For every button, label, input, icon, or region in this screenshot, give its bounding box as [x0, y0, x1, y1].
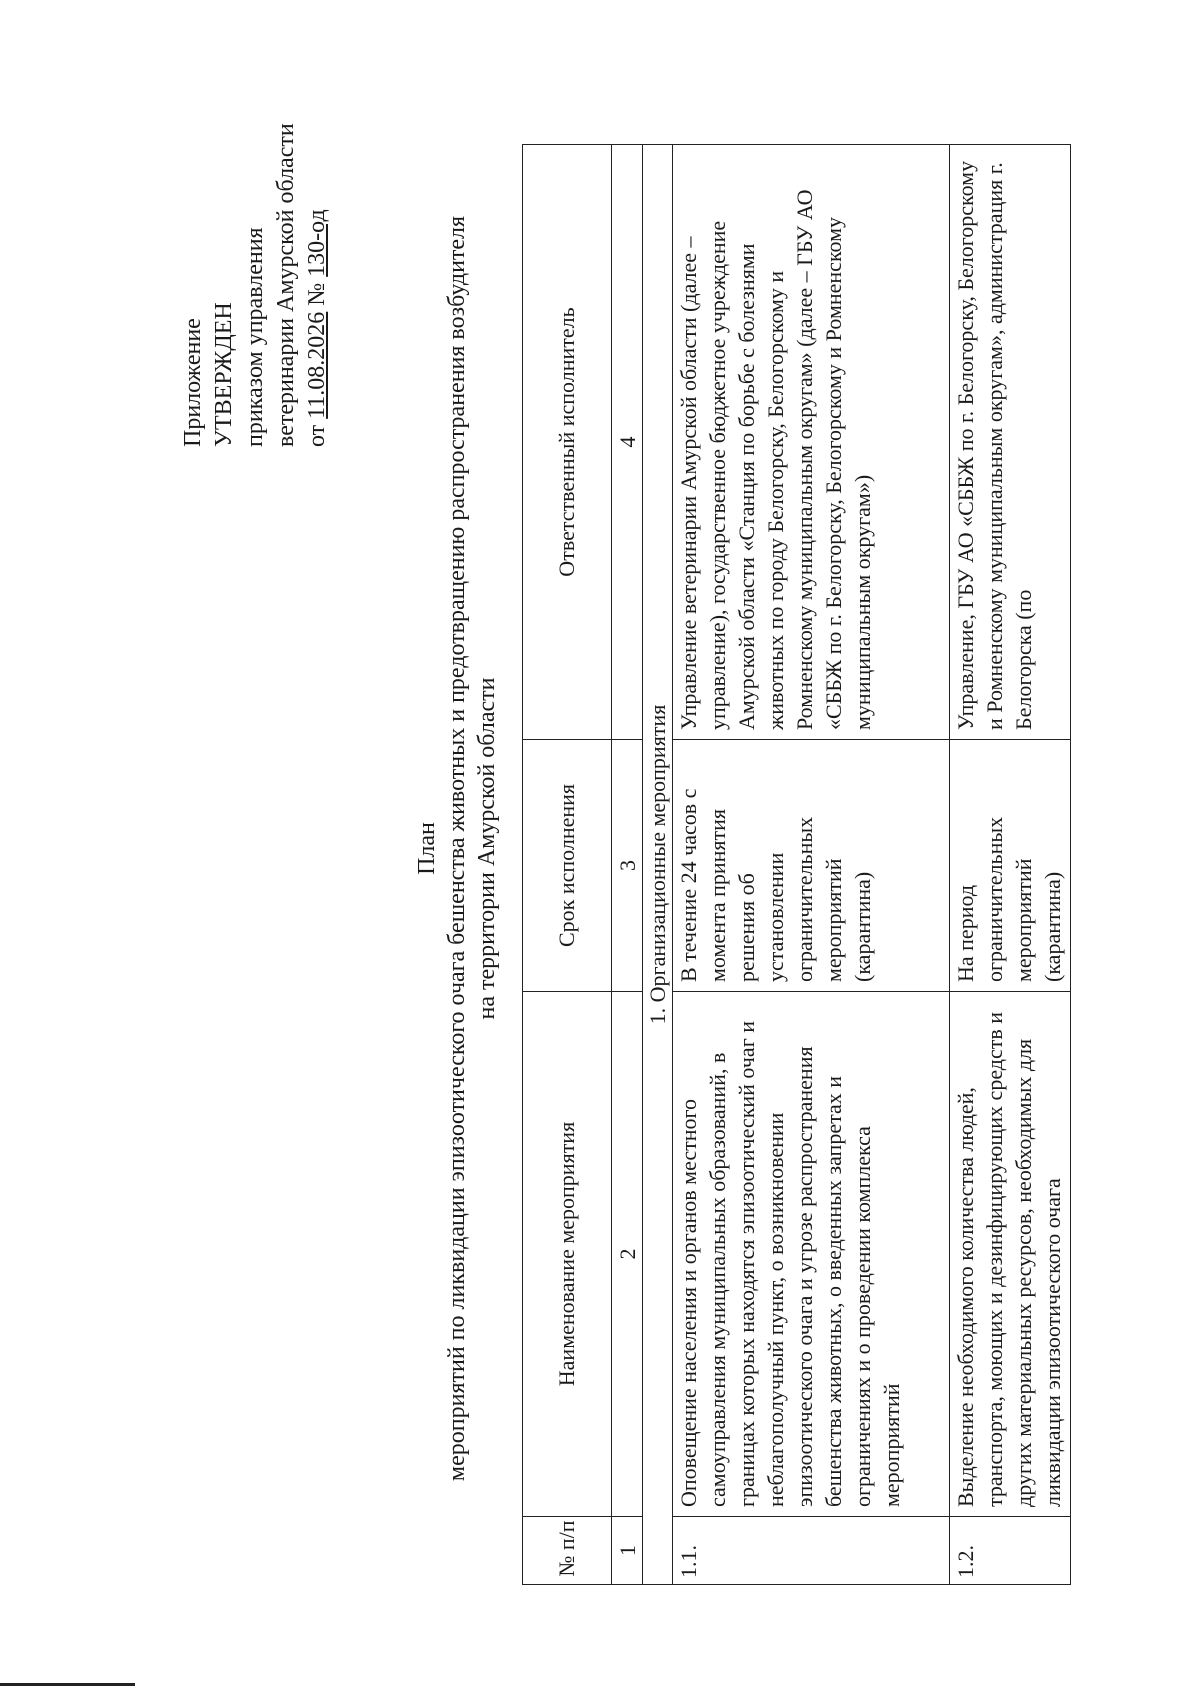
column-number: 1 [612, 1517, 643, 1585]
approval-from-prefix: от [304, 424, 330, 447]
table-row [950, 145, 1071, 1585]
approval-date: 11.08.2026 [304, 311, 330, 419]
header-term: Срок исполнения [523, 740, 612, 992]
approval-number-sign: № [304, 282, 330, 306]
section-title: 1. Организационные мероприятия [643, 145, 673, 1585]
approval-authority-label: ветеринарии Амурской области [273, 123, 299, 447]
document-title-line1: мероприятий по ликвидации эпизоотического очага бешенства животных и предотвращению распространения возбудителя [444, 215, 470, 1482]
plan-table [522, 144, 1071, 1585]
approval-number: 130-од [304, 209, 330, 277]
header-executor: Ответственный исполнитель [523, 145, 612, 740]
row-number: 1.2. [950, 1517, 1071, 1585]
table-header-row [523, 145, 612, 1585]
row-executor: Управление, ГБУ АО «СББЖ по г. Белогорску, Белогорскому и Ромненскому муниципальным округам», администрация г. Белогорска (по [953, 160, 1036, 730]
header-name: Наименование мероприятия [523, 992, 612, 1517]
header-number: № п/п [523, 1517, 612, 1585]
approval-approved-label: УТВЕРЖДЕН [211, 302, 237, 447]
row-term: На период ограничительных мероприятий (карантина) [953, 816, 1065, 982]
approval-stamp-block [178, 123, 333, 447]
scan-edge-line [0, 1683, 135, 1686]
row-executor: Управление ветеринарии Амурской области (далее – управление), государственное бюджетное учреждение Амурской области «Станция по борьбе с болезнями животных по городу Белогорску, Белогорскому и Ромненскому муниципальным округам» (далее – ГБУ АО «СББЖ по г. Белогорску, Белогорскому и Ромненскому муниципальным округам») [673, 145, 950, 740]
document-title-block [412, 0, 502, 1697]
column-number: 3 [612, 740, 643, 992]
table-row [673, 145, 950, 1585]
section-row [643, 145, 673, 1585]
row-name: Выделение необходимого количества людей, транспорта, моющих и дезинфицирующих средств и других материальных ресурсов, необходимых для ликвидации эпизоотического очага [953, 1011, 1065, 1507]
approval-order-label: приказом управления [242, 227, 268, 447]
document-heading: План [414, 822, 440, 875]
row-term: В течение 24 часов с момента принятия решения об установлении ограничительных мероприятий (карантина) [673, 740, 950, 992]
approval-appendix-label: Приложение [180, 318, 206, 447]
column-numbers-row [612, 145, 643, 1585]
column-number: 4 [612, 145, 643, 740]
document-title-line2: на территории Амурской области [474, 677, 500, 1020]
approval-date-line [302, 123, 333, 447]
row-name: Оповещение населения и органов местного самоуправления муниципальных образований, в границах которых находятся эпизоотический очаг и неблагополучный пункт, о возникновении эпизоотического очага и угрозе распространения бешенства животных, о введенных запретах и ограничениях и о проведении комплекса мероприятий [673, 992, 950, 1517]
column-number: 2 [612, 992, 643, 1517]
row-number: 1.1. [673, 1517, 950, 1585]
